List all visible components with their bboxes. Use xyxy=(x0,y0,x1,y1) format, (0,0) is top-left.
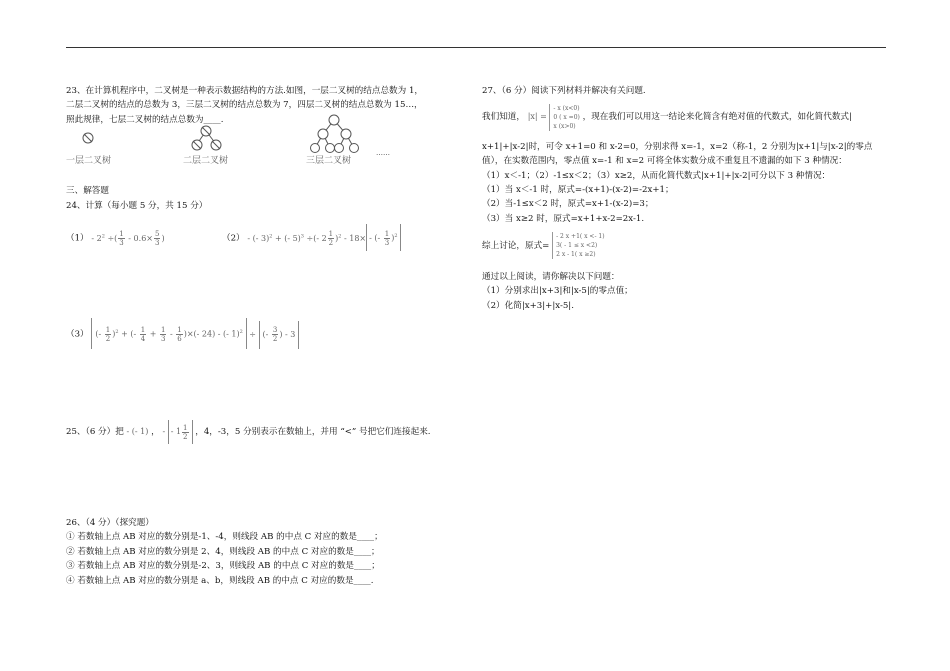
q24-part2-label: （2） xyxy=(222,233,245,244)
q27-summary-cases: - 2 x +1( x <- 1) 3( - 1 ≤ x <2) 2 x - 1( x ≥2) xyxy=(552,232,604,259)
tree-3-layer-figure xyxy=(306,114,366,158)
tree-ellipsis: …… xyxy=(376,149,390,157)
q24-part3-label: （3） xyxy=(66,329,89,340)
q24-expr2: - (- 3)$^2$ + (- 5)$^3$ ÷(- 2 $\frac{1}{2}$ )$^2$ - 18× - (- $\frac{1}{3}$ )$^2$ xyxy=(247,234,400,243)
q27-task1: （1）分别求出|x+3|和|x-5|的零点值； xyxy=(482,286,633,296)
q27-after: 通过以上阅读，请你解决以下问题： xyxy=(482,272,620,282)
q27-know-b: ，现在我们可以用这一结论来化简含有绝对值的代数式，如化简代数式| xyxy=(582,112,852,122)
q25-text-c: ，4，-3，5 分别表示在数轴上，并用 “<” 号把它们连接起来. xyxy=(195,427,431,437)
q27-line4: 值），在实数范围内，零点值 x=-1 和 x=2 可将全体实数分成不重复且不遗漏的如下 3 种情况： xyxy=(482,156,847,166)
q27-case2: （2）当-1≤x＜2 时，原式=x+1-(x-2)=3； xyxy=(482,199,654,209)
q24-expr3: (- $\frac{1}{2}$ )$^2$ + (- $\frac{1}{4}$ + $\frac{1}{3}$ - $\frac{1}{6}$ )×(- 24) - (- 1)$^2$ ÷ (- $\frac{3}{2}$ ) - 3 xyxy=(91,330,299,339)
q24-part1-label: （1） xyxy=(66,233,89,244)
tree-caption-3: 三层二叉树 xyxy=(306,156,352,166)
q26-item-3: ③ 若数轴上点 AB 对应的数分别是-2、3，则线段 AB 的中点 C 对应的数是____； xyxy=(66,561,380,571)
q27-case3: （3）当 x≥2 时，原式=x+1+x-2=2x-1. xyxy=(482,214,645,224)
q25-expr-a: - (- 1) xyxy=(126,427,149,436)
q27-summary-label: 综上讨论，原式= xyxy=(482,241,550,251)
tree-2-layer-figure xyxy=(186,124,236,156)
q27-case1: （1）当 x＜-1 时，原式=-(x+1)-(x-2)=-2x+1； xyxy=(482,185,674,195)
q26-item-1: ① 若数轴上点 AB 对应的数分别是-1、-4，则线段 AB 的中点 C 对应的数是____； xyxy=(66,532,383,542)
q24-title: 24、计算（每小题 5 分，共 15 分） xyxy=(66,201,208,211)
q27-know xyxy=(482,100,852,134)
q24-part3 xyxy=(66,318,299,349)
q27-title: 27、（6 分）阅读下列材料并解决有关问题. xyxy=(482,86,646,96)
q24-expr1: - $2^2$ ÷( $\frac{1}{3}$ - 0.6× $\frac{5}{3}$ ) xyxy=(91,230,165,248)
tree-caption-2: 二层二叉树 xyxy=(183,156,229,166)
q27-task2: （2）化简|x+3|+|x-5|. xyxy=(482,301,574,311)
q23-line2: 二层二叉树的结点的总数为 3，三层二叉树的结点总数为 7，四层二叉树的结点总数为 15…， xyxy=(66,100,423,110)
q27-abs-def: |x| = - x (x<0) 0 ( x =0) x (x>0) xyxy=(527,104,580,130)
q26-item-2: ② 若数轴上点 AB 对应的数分别是 2、4，则线段 AB 的中点 C 对应的数是____； xyxy=(66,547,380,557)
q25 xyxy=(66,420,431,444)
q27-summary xyxy=(482,228,605,264)
header-rule xyxy=(66,47,886,48)
q27-know-a: 我们知道， xyxy=(482,112,525,122)
q27-line3: x+1|+|x-2|时，可令 x+1=0 和 x-2=0，分别求得 x=-1，x=2（称-1，2 分别为|x+1|与|x-2|的零点 xyxy=(482,142,873,152)
tree-caption-1: 一层二叉树 xyxy=(66,156,112,166)
q23-line3: 照此规律，七层二叉树的结点总数为____. xyxy=(66,115,224,125)
q26-title: 26、（4 分）（探究题） xyxy=(66,518,154,528)
q25-text-a: 25、（6 分）把 xyxy=(66,427,124,437)
section-heading: 三、解答题 xyxy=(66,186,109,196)
q27-line5: （1）x＜-1；（2）-1≤x＜2；（3）x≥2，从而化简代数式|x+1|+|x-2|可分以下 3 种情况： xyxy=(482,171,831,181)
q25-text-b: ， xyxy=(151,427,160,437)
q25-expr-b: - - 1 $\frac{1}{2}$ xyxy=(162,427,192,436)
q26-item-4: ④ 若数轴上点 AB 对应的数分别是 a、b，则线段 AB 的中点 C 对应的数是____. xyxy=(66,576,374,586)
q24-part1 xyxy=(66,224,165,251)
q23-line1: 23、在计算机程序中，二叉树是一种表示数据结构的方法.如图，一层二叉树的结点总数为 1， xyxy=(66,86,424,96)
q24-part2 xyxy=(222,224,401,251)
